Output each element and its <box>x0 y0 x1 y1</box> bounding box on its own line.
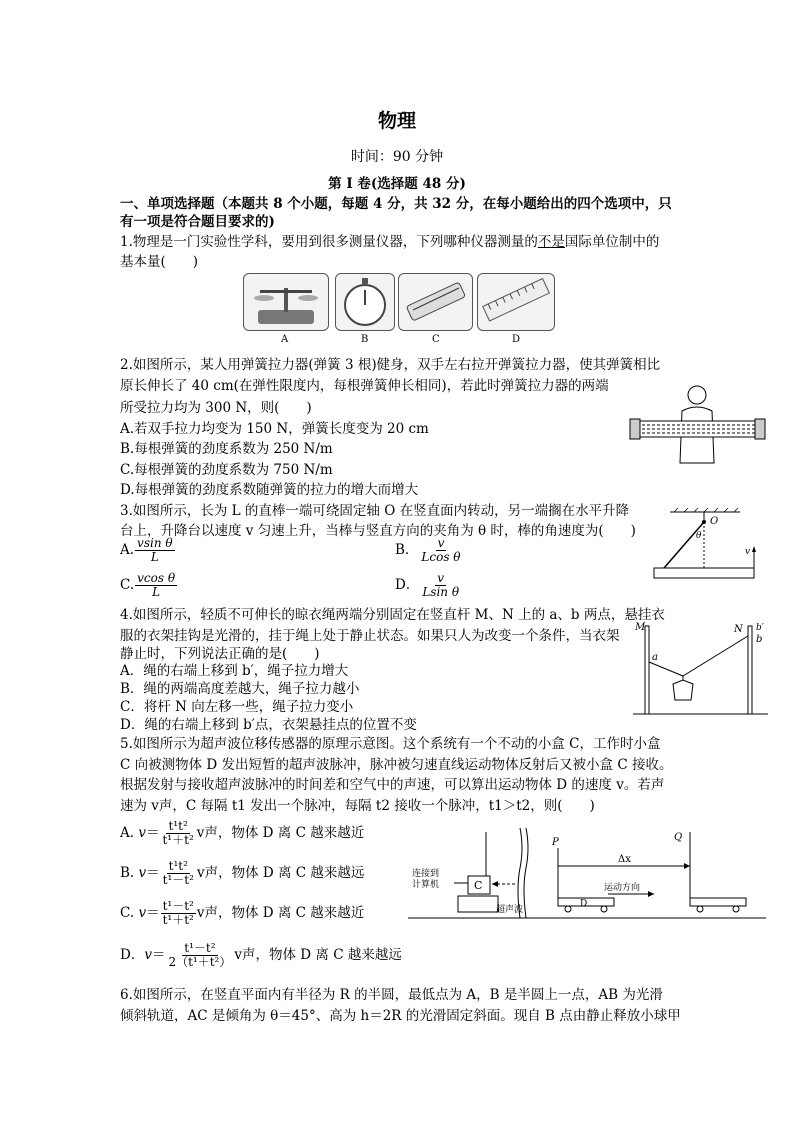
q3-option-a: A. $\frac{\text{vsin θ}}{L}$ <box>120 536 173 564</box>
q3-line1: 3.如图所示，长为 L 的直棒一端可绕固定轴 O 在竖直面内转动，另一端搁在水平升降 <box>120 503 630 519</box>
exam-time: 时间：90 分钟 <box>350 149 444 165</box>
fig-a-label: a <box>652 652 658 663</box>
q4-option-b: B．绳的两端高度差越大，绳子拉力越小 <box>120 681 360 697</box>
q1-line1: 1.物理是一门实验性学科，要用到很多测量仪器，下列哪种仪器测量的不是国际单位制中的 <box>120 234 660 250</box>
fig-p-label: P <box>552 837 559 848</box>
volume-heading: 第 I 卷(选择题 48 分) <box>328 176 466 192</box>
q2-line2: 原长伸长了 40 cm(在弹性限度内，每根弹簧伸长相同)，若此时弹簧拉力器的两端 <box>120 378 609 394</box>
q5-option-b: B. v＝ $\frac{\text{t¹t²}}{\text{t¹－t²}}$ v声，物体 D 离 C 越来越远 <box>120 859 365 887</box>
stopwatch-image <box>335 273 395 331</box>
q6-line1: 6.如图所示，在竖直平面内有半径为 R 的半圆，最低点为 A，B 是半圆上一点，AB 为光滑 <box>120 987 663 1003</box>
q4-option-c: C．将杆 N 向左移一些，绳子拉力变小 <box>120 699 354 715</box>
stopwatch-icon <box>336 274 394 330</box>
q3-line2: 台上，升降台以速度 v 匀速上升，当棒与竖直方向的夹角为 θ 时，棒的角速度为( ) <box>120 523 636 539</box>
ruler-image <box>477 273 555 331</box>
q4-line1: 4.如图所示，轻质不可伸长的晾衣绳两端分别固定在竖直杆 M、N 上的 a、b 两点，悬挂衣 <box>120 607 665 623</box>
fig-connect-label1: 连接到 <box>412 869 440 879</box>
fig-d-label: D <box>580 899 588 909</box>
clothesline-figure <box>633 620 768 720</box>
q6-line2: 倾斜轨道，AC 是倾角为 θ＝45°、高为 h＝2R 的光滑固定斜面。现自 B 点由静止释放小球甲 <box>120 1008 681 1024</box>
spring-scale-image <box>398 273 473 331</box>
q2-option-b: B.每根弹簧的劲度系数为 250 N/m <box>120 441 333 457</box>
q5-line4: 速为 v声，C 每隔 t1 发出一个脉冲，每隔 t2 接收一个脉冲，t1＞t2，则( ) <box>120 798 595 814</box>
q1-label-a: A <box>281 334 289 345</box>
fig-dx-label: Δx <box>618 854 631 865</box>
q4-option-a: A．绳的右端上移到 b′，绳子拉力增大 <box>120 663 349 679</box>
fig-q-label: Q <box>674 832 683 843</box>
fig-bprime-label: b′ <box>756 623 764 633</box>
q4-line3: 静止时，下列说法正确的是( ) <box>120 646 320 662</box>
fig-theta-label: θ <box>696 531 702 541</box>
q5-option-c: C. v＝ $\frac{\text{t¹－t²}}{\text{t¹＋t²}}$ v声，物体 D 离 C 越来越近 <box>120 899 365 927</box>
q3-option-d: D． $\frac{v}{\text{Lsin θ}}$ <box>395 571 460 599</box>
fig-wave-label: 超声波 <box>496 905 524 915</box>
q5-line2: C 向被测物体 D 发出短暂的超声波脉冲，脉冲被匀速直线运动物体反射后又被小盒 C 接收。 <box>120 757 673 773</box>
q2-option-a: A.若双手拉力均变为 150 N，弹簧长度变为 20 cm <box>120 421 429 437</box>
spring-scale-icon <box>399 274 472 330</box>
q1-label-c: C <box>432 334 440 345</box>
q4-line2: 服的衣架挂钩是光滑的，挂于绳上处于静止状态。如果只人为改变一个条件，当衣架 <box>120 628 620 644</box>
fig-direction-label: 运动方向 <box>604 883 641 893</box>
q2-line3: 所受拉力均为 300 N，则( ) <box>120 400 312 416</box>
balance-scale-icon <box>244 274 328 330</box>
fig-n-label: N <box>734 624 743 635</box>
q1-label-b: B <box>361 334 369 345</box>
page-title: 物理 <box>377 110 416 132</box>
spring-exerciser-figure <box>630 383 765 473</box>
q5-line3: 根据发射与接收超声波脉冲的时间差和空气中的声速，可以算出运动物体 D 的速度 v。若声 <box>120 777 665 793</box>
fig-c-label: C <box>474 879 483 892</box>
fig-m-label: M <box>635 622 646 633</box>
q2-option-c: C.每根弹簧的劲度系数为 750 N/m <box>120 462 333 478</box>
fig-o-label: O <box>710 516 719 527</box>
q5-line1: 5.如图所示为超声波位移传感器的原理示意图。这个系统有一个不动的小盒 C，工作时小盒 <box>120 736 661 752</box>
rod-platform-figure <box>650 508 765 588</box>
fig-b-label: b <box>756 634 763 645</box>
q3-option-b: B． $\frac{v}{\text{Lcos θ}}$ <box>395 536 461 564</box>
q2-line1: 2.如图所示，某人用弹簧拉力器(弹簧 3 根)健身，双手左右拉开弹簧拉力器，使其弹簧相比 <box>120 357 661 373</box>
q5-option-a: A. v＝ $\frac{\text{t¹t²}}{\text{t¹＋t²}}$ v声，物体 D 离 C 越来越近 <box>120 819 365 847</box>
section-heading-line1: 一、单项选择题（本题共 8 个小题，每题 4 分，共 32 分，在每小题给出的四个选项中，只 <box>120 196 672 212</box>
balance-scale-image <box>243 273 329 331</box>
q4-option-d: D．绳的右端上移到 b′点，衣架悬挂点的位置不变 <box>120 717 417 733</box>
q1-label-d: D <box>512 334 521 345</box>
q3-option-c: C. $\frac{\text{vcos θ}}{L}$ <box>120 571 176 599</box>
ultrasonic-sensor-figure <box>408 828 768 923</box>
fig-connect-label2: 计算机 <box>412 880 440 890</box>
fig-v-label: v <box>745 547 751 557</box>
section-heading-line2: 有一项是符合题目要求的) <box>120 214 275 230</box>
q2-option-d: D.每根弹簧的劲度系数随弹簧的拉力的增大而增大 <box>120 482 419 498</box>
q1-line2: 基本量( ) <box>120 254 199 270</box>
q5-option-d: D．v＝ $\frac{\text{t¹－t²}}{\text{2（t¹＋t²）}}$ v声，物体 D 离 C 越来越远 <box>120 941 402 969</box>
ruler-icon <box>478 274 554 330</box>
